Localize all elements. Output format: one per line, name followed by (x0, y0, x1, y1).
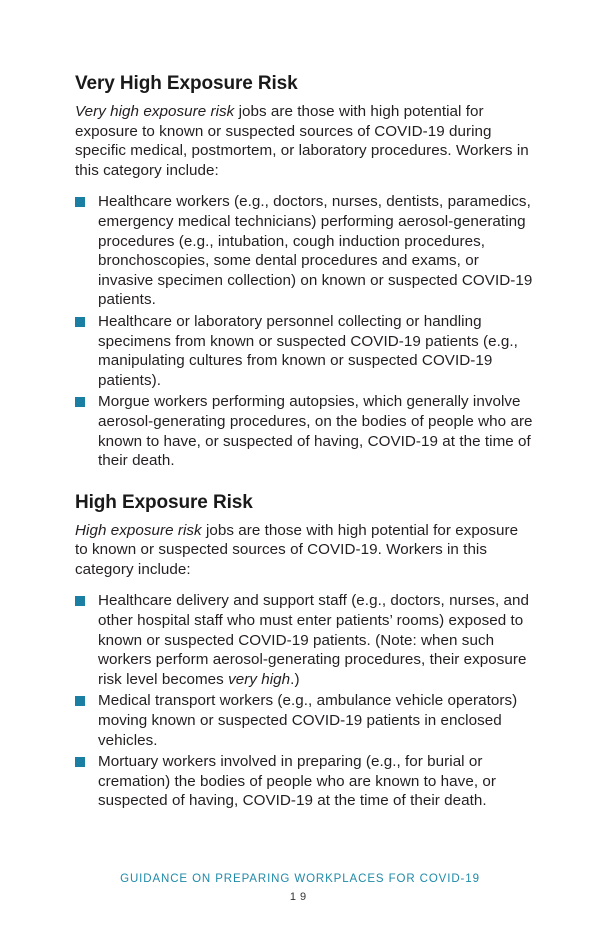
bullet-text-main: Healthcare delivery and support staff (e.g., doctors, nurses, and other hospital staff who must enter patients’ rooms) exposed to known or suspected COVID-19 patients. (Note: when such workers perform aerosol-generating procedures, their exposure risk level becomes (98, 592, 529, 688)
intro-italic-term: Very high exposure risk (75, 103, 235, 120)
page-footer (0, 872, 600, 904)
bullet-text: Healthcare or laboratory personnel collecting or handling specimens from known or suspected COVID-19 patients (e.g., manipulating cultures from known or suspected COVID-19 patients). (98, 312, 518, 389)
square-bullet-icon (75, 197, 85, 207)
section-heading: High Exposure Risk (75, 491, 253, 513)
square-bullet-icon (75, 397, 85, 407)
section-high-exposure-risk (75, 491, 535, 811)
section-heading: Very High Exposure Risk (75, 73, 298, 94)
section-very-high-exposure-risk (75, 72, 535, 471)
list-item (75, 392, 535, 470)
list-item (75, 192, 535, 310)
list-item (75, 691, 535, 750)
document-page (75, 72, 535, 813)
bullet-text (98, 592, 529, 687)
bullet-text: Mortuary workers involved in preparing (e.g., for burial or cremation) the bodies of people who are known to have, or suspected of having, COVID-19 at the time of their death. (98, 753, 496, 810)
running-footer-title: GUIDANCE ON PREPARING WORKPLACES FOR COVID-19 (120, 873, 480, 885)
list-item (75, 591, 535, 689)
square-bullet-icon (75, 596, 85, 606)
bullet-list (75, 591, 535, 811)
bullet-text: Medical transport workers (e.g., ambulance vehicle operators) moving known or suspected COVID-19 patients in enclosed vehicles. (98, 692, 518, 749)
bullet-italic-term: very high (228, 670, 291, 688)
intro-text: jobs are those with high potential for exposure to known or suspected sources of COVID-19 during specific medical, postmortem, or laboratory procedures. Workers in this category include: (75, 103, 529, 179)
intro-text: jobs are those with high potential for exposure to known or suspected sources of COVID-19. Workers in this category include: (75, 521, 519, 578)
bullet-text-end: .) (290, 670, 300, 688)
bullet-text: Healthcare workers (e.g., doctors, nurses, dentists, paramedics, emergency medical technicians) performing aerosol-generating procedures (e.g., intubation, cough induction procedures, bronchoscopies, some dental procedures and exams, or invasive specimen collection) on known or suspected COVID-19 patients. (98, 193, 533, 309)
intro-italic-term: High exposure risk (75, 521, 202, 539)
section-intro (75, 521, 535, 580)
list-item (75, 312, 535, 390)
square-bullet-icon (75, 317, 85, 327)
bullet-text: Morgue workers performing autopsies, which generally involve aerosol-generating procedures, on the bodies of people who are known to have, or suspected of having, COVID-19 at the time of their death. (98, 393, 533, 470)
page-number: 19 (289, 891, 311, 903)
list-item (75, 752, 535, 811)
bullet-list (75, 192, 535, 470)
square-bullet-icon (75, 696, 85, 706)
section-intro (75, 102, 535, 180)
square-bullet-icon (75, 757, 85, 767)
